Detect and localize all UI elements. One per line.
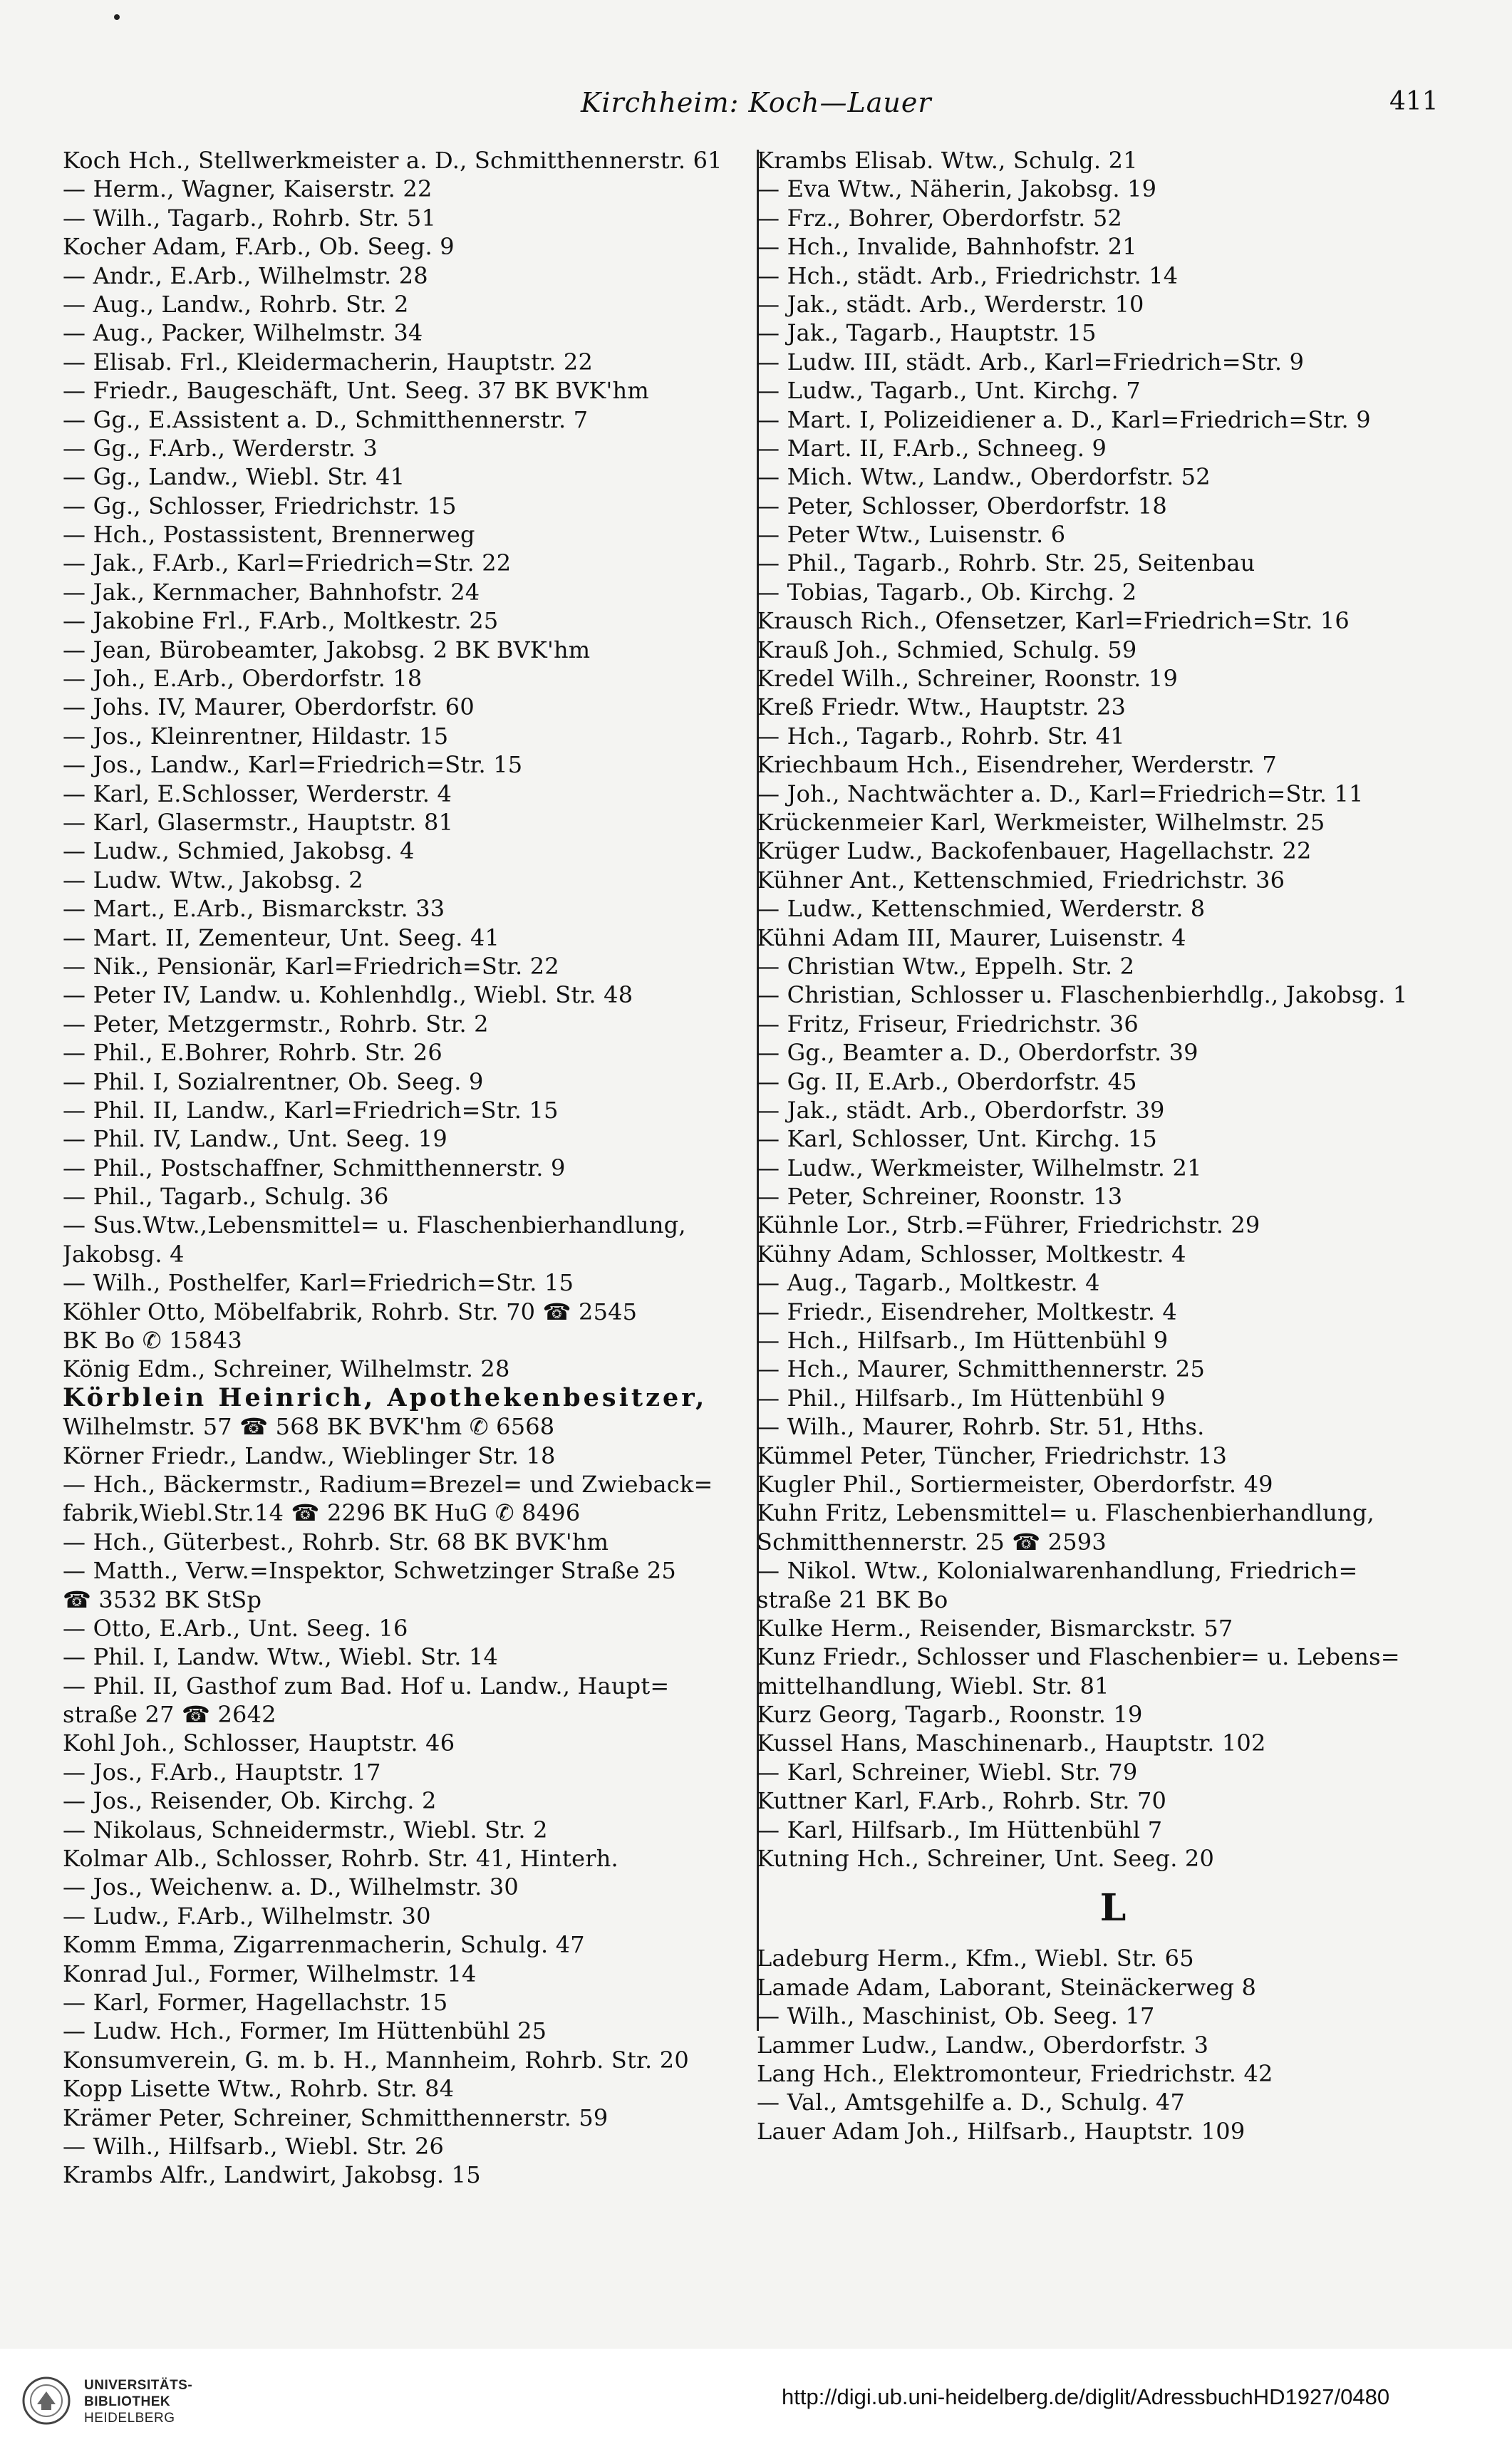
footer (0, 2349, 1512, 2452)
directory-entry: — Joh., Nachtwächter a. D., Karl=Friedrich=Str. 11 (757, 780, 1364, 807)
directory-entry: Kurz Georg, Tagarb., Roonstr. 19 (757, 1701, 1143, 1729)
directory-entry: — Jak., städt. Arb., Werderstr. 10 (757, 290, 1144, 318)
directory-entry: — Phil., Hilfsarb., Im Hüttenbühl 9 (757, 1384, 1166, 1412)
directory-entry: — Nik., Pensionär, Karl=Friedrich=Str. 22 (63, 952, 559, 980)
directory-entry: — Jos., Weichenw. a. D., Wilhelmstr. 30 (63, 1873, 519, 1901)
directory-entry: — Friedr., Baugeschäft, Unt. Seeg. 37 BK BVK'hm (63, 377, 649, 405)
directory-entry: Krambs Alfr., Landwirt, Jakobsg. 15 (63, 2161, 481, 2189)
section-letter: L (1099, 1886, 1127, 1930)
directory-entry: Kopp Lisette Wtw., Rohrb. Str. 84 (63, 2075, 455, 2103)
directory-entry: — Hch., Invalide, Bahnhofstr. 21 (757, 233, 1137, 261)
directory-entry: — Hch., Postassistent, Brennerweg (63, 521, 475, 549)
directory-entry: mittelhandlung, Wiebl. Str. 81 (757, 1672, 1109, 1700)
directory-entry: — Matth., Verw.=Inspektor, Schwetzinger Straße 25 (63, 1557, 676, 1585)
directory-entry: — Jak., F.Arb., Karl=Friedrich=Str. 22 (63, 549, 512, 577)
directory-entry: straße 21 BK Bo (757, 1585, 948, 1613)
directory-entry: — Johs. IV, Maurer, Oberdorfstr. 60 (63, 693, 475, 721)
page-number: 411 (1389, 87, 1439, 116)
directory-entry: — Karl, Former, Hagellachstr. 15 (63, 1989, 448, 2016)
university-seal-icon (21, 2376, 71, 2426)
directory-entry: ☎ 3532 BK StSp (63, 1585, 262, 1613)
directory-entry: — Karl, E.Schlosser, Werderstr. 4 (63, 780, 452, 807)
directory-entry: — Jos., Reisender, Ob. Kirchg. 2 (63, 1787, 437, 1815)
directory-entry: — Jos., F.Arb., Hauptstr. 17 (63, 1758, 381, 1786)
directory-entry: — Karl, Hilfsarb., Im Hüttenbühl 7 (757, 1816, 1163, 1843)
directory-entry: Körblein Heinrich, Apothekenbesitzer, (63, 1383, 708, 1412)
directory-entry: — Eva Wtw., Näherin, Jakobsg. 19 (757, 175, 1157, 203)
directory-entry: Komm Emma, Zigarrenmacherin, Schulg. 47 (63, 1931, 585, 1959)
directory-entry: Krückenmeier Karl, Werkmeister, Wilhelmstr. 25 (757, 808, 1325, 836)
directory-entry: — Wilh., Maschinist, Ob. Seeg. 17 (757, 2002, 1155, 2030)
directory-entry: — Aug., Tagarb., Moltkestr. 4 (757, 1269, 1100, 1297)
right-column-entries (757, 146, 1469, 1873)
directory-entry: — Fritz, Friseur, Friedrichstr. 36 (757, 1010, 1139, 1038)
directory-entry: — Tobias, Tagarb., Ob. Kirchg. 2 (757, 578, 1137, 606)
directory-entry: — Jak., Tagarb., Hauptstr. 15 (757, 319, 1097, 347)
directory-entry: — Ludw., Werkmeister, Wilhelmstr. 21 (757, 1154, 1202, 1181)
directory-entry: — Ludw., Tagarb., Unt. Kirchg. 7 (757, 377, 1141, 405)
page-header-title: Kirchheim: Koch—Lauer (581, 87, 932, 118)
directory-entry: Lamade Adam, Laborant, Steinäckerweg 8 (757, 1973, 1257, 2001)
directory-entry: Kühnle Lor., Strb.=Führer, Friedrichstr. 29 (757, 1211, 1260, 1239)
directory-entry: — Wilh., Hilfsarb., Wiebl. Str. 26 (63, 2132, 445, 2160)
right-column-entries-l (757, 1944, 1469, 2146)
directory-entry: — Mart. II, F.Arb., Schneeg. 9 (757, 434, 1107, 462)
directory-entry: — Ludw. Hch., Former, Im Hüttenbühl 25 (63, 2017, 547, 2045)
directory-entry: Krüger Ludw., Backofenbauer, Hagellachstr. 22 (757, 837, 1312, 865)
directory-entry: Kuhn Fritz, Lebensmittel= u. Flaschenbierhandlung, (757, 1499, 1374, 1527)
directory-entry: — Hch., Güterbest., Rohrb. Str. 68 BK BVK'hm (63, 1528, 609, 1556)
directory-entry: — Ludw., F.Arb., Wilhelmstr. 30 (63, 1902, 431, 1930)
directory-entry: — Mart., E.Arb., Bismarckstr. 33 (63, 895, 445, 923)
directory-entry: — Ludw., Kettenschmied, Werderstr. 8 (757, 895, 1206, 923)
directory-entry: — Jak., städt. Arb., Oberdorfstr. 39 (757, 1096, 1165, 1124)
directory-entry: Krämer Peter, Schreiner, Schmitthennerstr. 59 (63, 2104, 609, 2131)
library-name-line: BIBLIOTHEK (84, 2394, 171, 2409)
directory-entry: — Peter, Metzgermstr., Rohrb. Str. 2 (63, 1010, 489, 1038)
directory-entry: Kühner Ant., Kettenschmied, Friedrichstr. 36 (757, 866, 1285, 894)
directory-entry: Kühny Adam, Schlosser, Moltkestr. 4 (757, 1240, 1186, 1268)
directory-entry: — Wilh., Tagarb., Rohrb. Str. 51 (63, 204, 437, 232)
directory-entry: König Edm., Schreiner, Wilhelmstr. 28 (63, 1355, 510, 1383)
directory-entry: — Gg., Schlosser, Friedrichstr. 15 (63, 492, 457, 519)
directory-entry: Jakobsg. 4 (63, 1240, 185, 1268)
directory-entry: — Peter IV, Landw. u. Kohlenhdlg., Wiebl. Str. 48 (63, 981, 633, 1009)
directory-entry: — Phil. I, Landw. Wtw., Wiebl. Str. 14 (63, 1643, 499, 1671)
directory-entry: Kutning Hch., Schreiner, Unt. Seeg. 20 (757, 1845, 1215, 1873)
directory-entry: — Hch., Hilfsarb., Im Hüttenbühl 9 (757, 1327, 1169, 1355)
directory-entry: — Andr., E.Arb., Wilhelmstr. 28 (63, 262, 428, 289)
directory-entry: — Gg. II, E.Arb., Oberdorfstr. 45 (757, 1067, 1137, 1095)
directory-entry: — Hch., Maurer, Schmitthennerstr. 25 (757, 1355, 1206, 1383)
directory-entry: — Jakobine Frl., F.Arb., Moltkestr. 25 (63, 607, 499, 635)
directory-entry: Kolmar Alb., Schlosser, Rohrb. Str. 41, Hinterh. (63, 1845, 618, 1873)
directory-entry: BK Bo ✆ 15843 (63, 1327, 242, 1355)
directory-entry: Kümmel Peter, Tüncher, Friedrichstr. 13 (757, 1442, 1228, 1469)
directory-entry: — Joh., E.Arb., Oberdorfstr. 18 (63, 665, 423, 693)
directory-entry: — Ludw. III, städt. Arb., Karl=Friedrich=Str. 9 (757, 348, 1305, 376)
directory-entry: — Phil., Postschaffner, Schmitthennerstr. 9 (63, 1154, 566, 1181)
directory-entry: Kohl Joh., Schlosser, Hauptstr. 46 (63, 1729, 455, 1757)
directory-entry: — Jean, Bürobeamter, Jakobsg. 2 BK BVK'hm (63, 636, 591, 663)
directory-entry: Ladeburg Herm., Kfm., Wiebl. Str. 65 (757, 1945, 1194, 1972)
right-column (757, 146, 1469, 2146)
library-name (84, 2377, 192, 2426)
directory-entry: — Phil. II, Landw., Karl=Friedrich=Str. 15 (63, 1096, 559, 1124)
directory-entry: — Gg., Landw., Wiebl. Str. 41 (63, 463, 405, 491)
directory-entry: — Jak., Kernmacher, Bahnhofstr. 24 (63, 578, 480, 606)
library-name-line: UNIVERSITÄTS- (84, 2378, 193, 2393)
directory-entry: — Ludw., Schmied, Jakobsg. 4 (63, 837, 415, 865)
directory-entry: Lammer Ludw., Landw., Oberdorfstr. 3 (757, 2031, 1209, 2059)
directory-entry: Kunz Friedr., Schlosser und Flaschenbier= u. Lebens= (757, 1643, 1400, 1671)
directory-entry: — Hch., Bäckermstr., Radium=Brezel= und Zwieback= (63, 1470, 713, 1498)
directory-entry: — Gg., E.Assistent a. D., Schmitthennerstr. 7 (63, 405, 589, 433)
directory-entry: straße 27 ☎ 2642 (63, 1701, 276, 1729)
directory-entry: Kühni Adam III, Maurer, Luisenstr. 4 (757, 924, 1186, 951)
directory-entry: — Christian, Schlosser u. Flaschenbierhdlg., Jakobsg. 1 (757, 981, 1408, 1009)
source-url[interactable]: http://digi.ub.uni-heidelberg.de/diglit/AdressbuchHD1927/0480 (782, 2384, 1390, 2409)
directory-entry: Lang Hch., Elektromonteur, Friedrichstr. 42 (757, 2060, 1273, 2087)
directory-entry: — Wilh., Maurer, Rohrb. Str. 51, Hths. (757, 1413, 1205, 1441)
directory-entry: — Phil., E.Bohrer, Rohrb. Str. 26 (63, 1039, 442, 1067)
directory-entry: — Phil. I, Sozialrentner, Ob. Seeg. 9 (63, 1067, 484, 1095)
directory-entry: fabrik,Wiebl.Str.14 ☎ 2296 BK HuG ✆ 8496 (63, 1499, 581, 1527)
directory-entry: — Jos., Landw., Karl=Friedrich=Str. 15 (63, 751, 523, 779)
directory-entry: — Mart. I, Polizeidiener a. D., Karl=Friedrich=Str. 9 (757, 405, 1371, 433)
directory-entry: Krambs Elisab. Wtw., Schulg. 21 (757, 147, 1138, 174)
directory-entry: Kreß Friedr. Wtw., Hauptstr. 23 (757, 693, 1127, 721)
directory-entry: Kredel Wilh., Schreiner, Roonstr. 19 (757, 665, 1179, 693)
directory-entry: Kocher Adam, F.Arb., Ob. Seeg. 9 (63, 233, 455, 261)
directory-entry: — Nikol. Wtw., Kolonialwarenhandlung, Friedrich= (757, 1557, 1358, 1585)
directory-entry: Köhler Otto, Möbelfabrik, Rohrb. Str. 70 ☎ 2545 (63, 1298, 638, 1325)
directory-entry: Kuttner Karl, F.Arb., Rohrb. Str. 70 (757, 1787, 1167, 1815)
directory-entry: — Gg., Beamter a. D., Oberdorfstr. 39 (757, 1039, 1198, 1067)
directory-entry: — Otto, E.Arb., Unt. Seeg. 16 (63, 1614, 408, 1642)
directory-entry: Kugler Phil., Sortiermeister, Oberdorfstr. 49 (757, 1470, 1273, 1498)
directory-entry: — Karl, Schlosser, Unt. Kirchg. 15 (757, 1125, 1157, 1153)
directory-entry: Konrad Jul., Former, Wilhelmstr. 14 (63, 1960, 477, 1987)
directory-entry: — Mart. II, Zementeur, Unt. Seeg. 41 (63, 924, 500, 951)
directory-entry: — Sus.Wtw.,Lebensmittel= u. Flaschenbierhandlung, (63, 1211, 686, 1239)
directory-entry: Lauer Adam Joh., Hilfsarb., Hauptstr. 109 (757, 2117, 1246, 2145)
directory-entry: — Herm., Wagner, Kaiserstr. 22 (63, 175, 433, 203)
directory-entry: — Wilh., Posthelfer, Karl=Friedrich=Str. 15 (63, 1269, 574, 1297)
ink-dot (114, 14, 120, 20)
library-name-line: HEIDELBERG (84, 2411, 175, 2426)
directory-entry: — Aug., Landw., Rohrb. Str. 2 (63, 290, 409, 318)
directory-entry: — Phil., Tagarb., Schulg. 36 (63, 1183, 389, 1211)
directory-entry: — Phil. II, Gasthof zum Bad. Hof u. Landw., Haupt= (63, 1672, 670, 1700)
directory-entry: — Ludw. Wtw., Jakobsg. 2 (63, 866, 363, 894)
directory-entry: Kussel Hans, Maschinenarb., Hauptstr. 102 (757, 1729, 1266, 1757)
left-column (63, 146, 757, 2190)
directory-entry: — Aug., Packer, Wilhelmstr. 34 (63, 319, 423, 347)
directory-entry: Körner Friedr., Landw., Wieblinger Str. 18 (63, 1442, 556, 1469)
directory-entry: Kriechbaum Hch., Eisendreher, Werderstr. 7 (757, 751, 1277, 779)
directory-entry: — Friedr., Eisendreher, Moltkestr. 4 (757, 1298, 1177, 1325)
directory-entry: — Nikolaus, Schneidermstr., Wiebl. Str. 2 (63, 1816, 548, 1843)
directory-entry: — Elisab. Frl., Kleidermacherin, Hauptstr. 22 (63, 348, 594, 376)
directory-entry: Wilhelmstr. 57 ☎ 568 BK BVK'hm ✆ 6568 (63, 1413, 555, 1441)
directory-entry: Konsumverein, G. m. b. H., Mannheim, Rohrb. Str. 20 (63, 2046, 689, 2074)
directory-entry: — Hch., Tagarb., Rohrb. Str. 41 (757, 722, 1125, 750)
directory-entry: — Karl, Glasermstr., Hauptstr. 81 (63, 808, 454, 836)
directory-entry: — Peter, Schreiner, Roonstr. 13 (757, 1183, 1123, 1211)
directory-entry: — Jos., Kleinrentner, Hildastr. 15 (63, 722, 449, 750)
directory-entry: — Hch., städt. Arb., Friedrichstr. 14 (757, 262, 1179, 289)
directory-entry: — Phil. IV, Landw., Unt. Seeg. 19 (63, 1125, 447, 1153)
directory-entry: Kulke Herm., Reisender, Bismarckstr. 57 (757, 1614, 1233, 1642)
directory-entry: — Phil., Tagarb., Rohrb. Str. 25, Seitenbau (757, 549, 1255, 577)
directory-entry: Krausch Rich., Ofensetzer, Karl=Friedrich=Str. 16 (757, 607, 1350, 635)
directory-entry: — Karl, Schreiner, Wiebl. Str. 79 (757, 1758, 1138, 1786)
directory-entry: Koch Hch., Stellwerkmeister a. D., Schmitthennerstr. 61 (63, 147, 723, 174)
directory-entry: — Val., Amtsgehilfe a. D., Schulg. 47 (757, 2089, 1186, 2116)
directory-entry: Schmitthennerstr. 25 ☎ 2593 (757, 1528, 1107, 1556)
directory-entry: — Peter, Schlosser, Oberdorfstr. 18 (757, 492, 1167, 519)
directory-entry: — Peter Wtw., Luisenstr. 6 (757, 521, 1066, 549)
directory-entry: — Gg., F.Arb., Werderstr. 3 (63, 434, 378, 462)
directory-entry: — Christian Wtw., Eppelh. Str. 2 (757, 952, 1135, 980)
directory-entry: — Frz., Bohrer, Oberdorfstr. 52 (757, 204, 1122, 232)
directory-entry: — Mich. Wtw., Landw., Oberdorfstr. 52 (757, 463, 1211, 491)
directory-entry: Krauß Joh., Schmied, Schulg. 59 (757, 636, 1137, 663)
